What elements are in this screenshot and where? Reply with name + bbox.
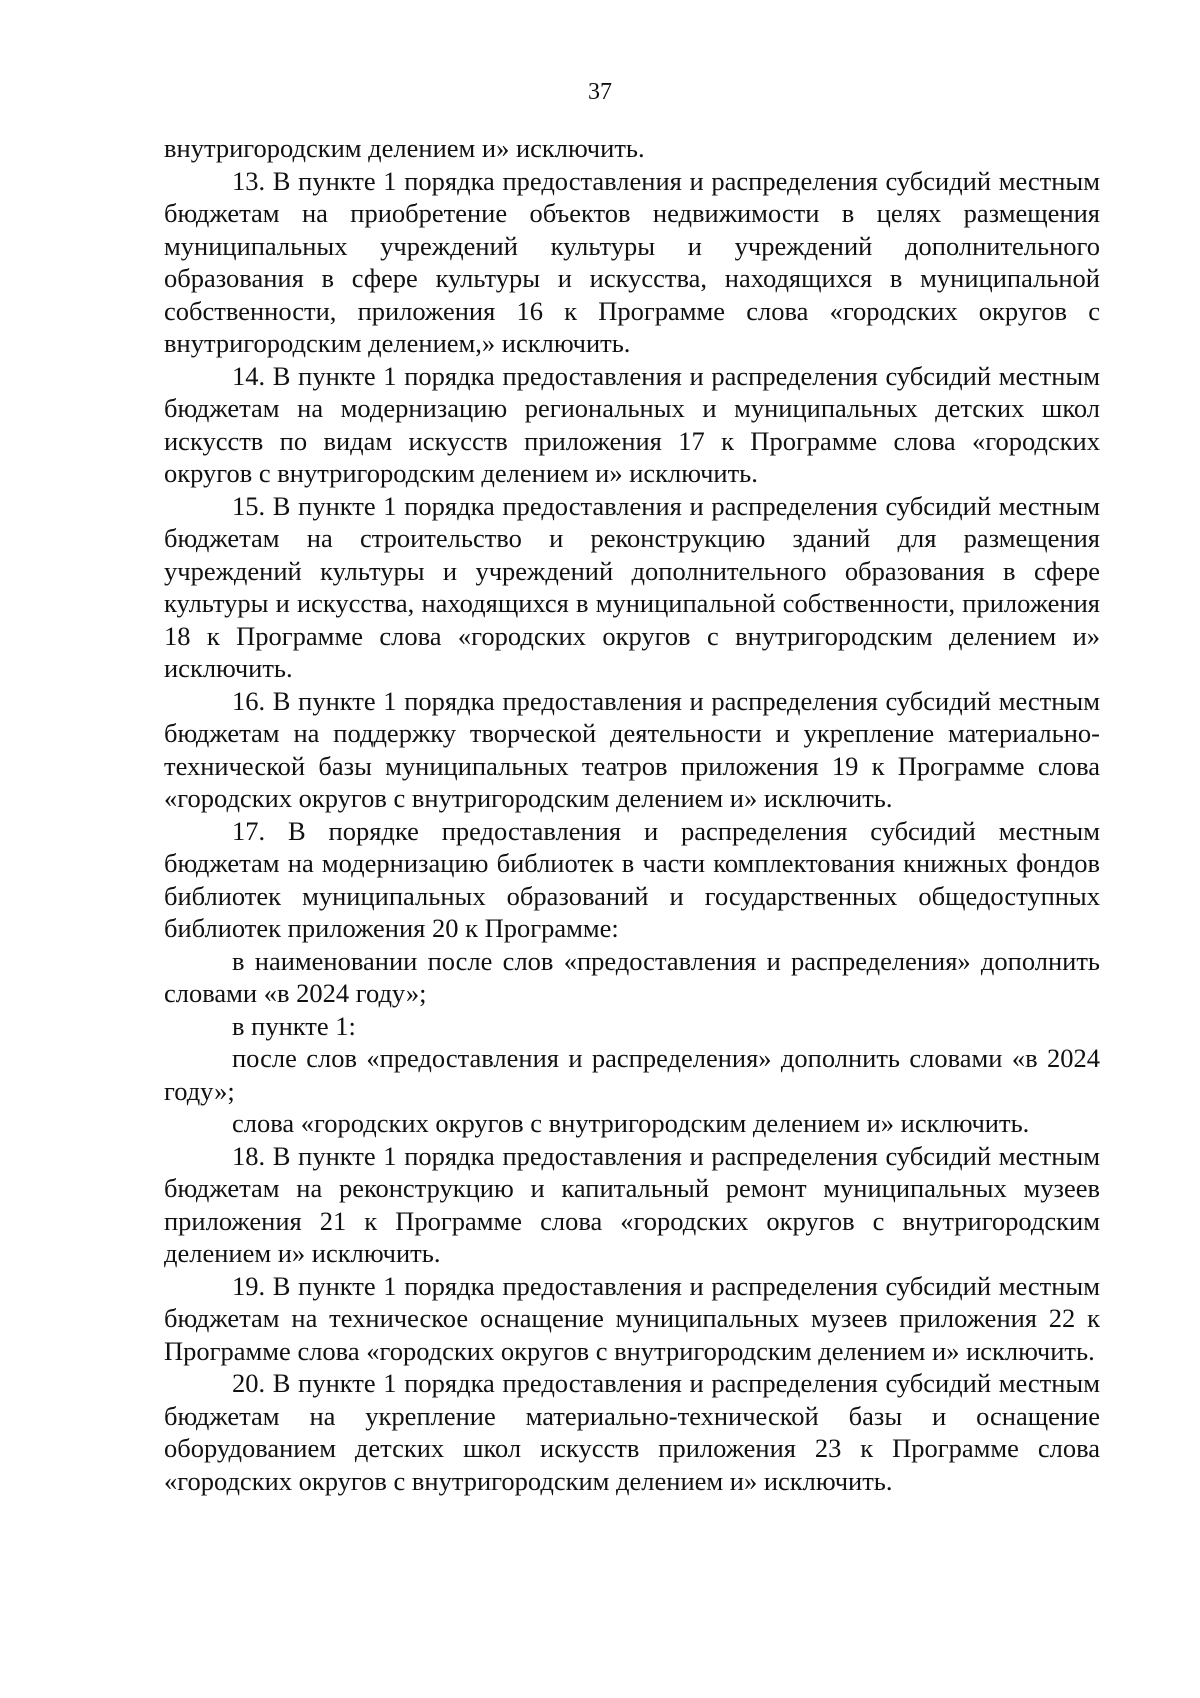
page-number: 37 (588, 79, 612, 105)
paragraph-item-17: 17. В порядке предоставления и распределения субсидий местным бюджетам на модернизацию библиотек в части комплектования книжных фондов библиотек муниципальных образований и государственных общедоступных библиотек приложения 20 к Программе: (164, 815, 1100, 943)
paragraph-item-20: 20. В пункте 1 порядка предоставления и распределения субсидий местным бюджетам на укрепление материально-технической базы и оснащение оборудованием детских школ искусств приложения 23 к Программе слова «городских округов с внутригородским делением и» исключить. (164, 1368, 1100, 1496)
paragraph-item-17-sub-4: слова «городских округов с внутригородским делением и» исключить. (232, 1108, 1030, 1138)
paragraph-continuation: внутригородским делением и» исключить. (164, 133, 645, 163)
paragraph-item-17-sub-3: после слов «предоставления и распределения» дополнить словами «в 2024 году»; (164, 1043, 1100, 1106)
paragraph-item-17-sub-1: в наименовании после слов «предоставления и распределения» дополнить словами «в 2024 году»; (164, 945, 1100, 1008)
paragraph-item-18: 18. В пункте 1 порядка предоставления и распределения субсидий местным бюджетам на реконструкцию и капитальный ремонт муниципальных музеев приложения 21 к Программе слова «городских округов с внутригородским делением и» исключить. (164, 1140, 1100, 1268)
paragraph-item-14: 14. В пункте 1 порядка предоставления и распределения субсидий местным бюджетам на модернизацию региональных и муниципальных детских школ искусств по видам искусств приложения 17 к Программе слова «городских округов с внутригородским делением и» исключить. (164, 360, 1100, 488)
paragraph-item-19: 19. В пункте 1 порядка предоставления и распределения субсидий местным бюджетам на техническое оснащение муниципальных музеев приложения 22 к Программе слова «городских округов с внутригородским делением и» исключить. (164, 1270, 1100, 1366)
paragraph-item-17-sub-2: в пункте 1: (232, 1010, 356, 1041)
document-body (164, 132, 1100, 1497)
paragraph-item-16: 16. В пункте 1 порядка предоставления и распределения субсидий местным бюджетам на поддержку творческой деятельности и укрепление материально-технической базы муниципальных театров приложения 19 к Программе слова «городских округов с внутригородским делением и» исключить. (164, 685, 1100, 813)
paragraph-item-13: 13. В пункте 1 порядка предоставления и распределения субсидий местным бюджетам на приобретение объектов недвижимости в целях размещения муниципальных учреждений культуры и учреждений дополнительного образования в сфере культуры и искусства, находящихся в муниципальной собственности, приложения 16 к Программе слова «городских округов с внутригородским делением,» исключить. (164, 165, 1100, 358)
paragraph-item-15: 15. В пункте 1 порядка предоставления и распределения субсидий местным бюджетам на строительство и реконструкцию зданий для размещения учреждений культуры и учреждений дополнительного образования в сфере культуры и искусства, находящихся в муниципальной собственности, приложения 18 к Программе слова «городских округов с внутригородским делением и» исключить. (164, 490, 1100, 683)
